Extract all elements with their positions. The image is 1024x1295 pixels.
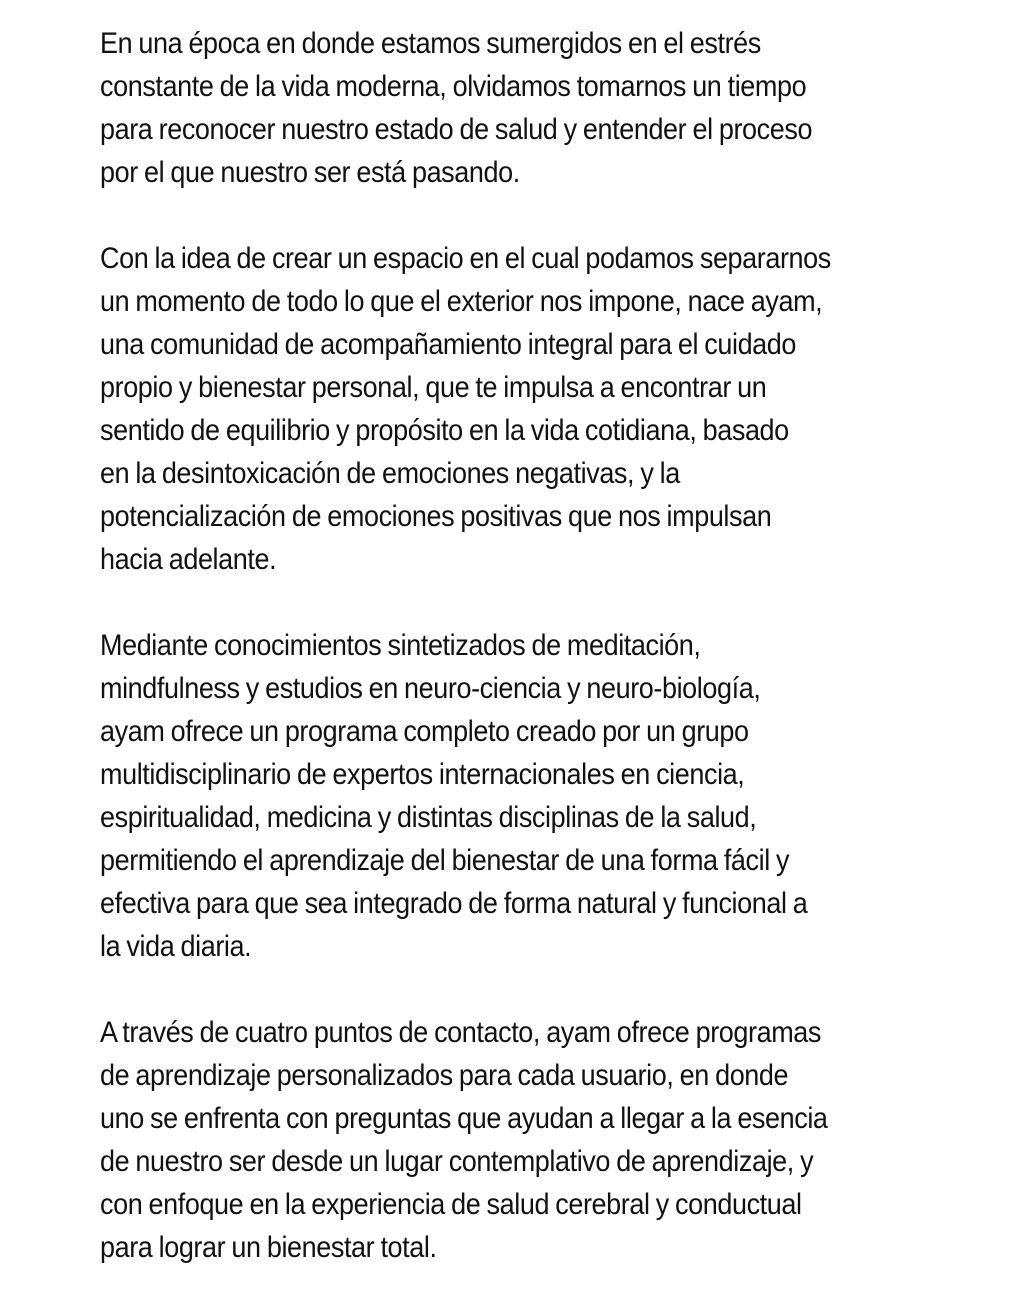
text-line: multidisciplinario de expertos internacionales en ciencia, <box>100 758 745 791</box>
text-line: permitiendo el aprendizaje del bienestar de una forma fácil y <box>100 844 790 877</box>
text-line: para lograr un bienestar total. <box>100 1231 437 1264</box>
text-line: una comunidad de acompañamiento integral para el cuidado <box>100 328 797 361</box>
text-line: constante de la vida moderna, olvidamos tomarnos un tiempo <box>100 70 807 103</box>
text-line: de aprendizaje personalizados para cada usuario, en donde <box>100 1059 789 1092</box>
paragraph-4 <box>100 1011 910 1269</box>
text-line: de nuestro ser desde un lugar contemplativo de aprendizaje, y <box>100 1145 814 1178</box>
text-line: la vida diaria. <box>100 930 252 963</box>
text-line: sentido de equilibrio y propósito en la vida cotidiana, basado <box>100 414 789 447</box>
text-line: Con la idea de crear un espacio en el cual podamos separarnos <box>100 242 831 275</box>
text-line: ayam ofrece un programa completo creado por un grupo <box>100 715 749 748</box>
text-line: potencialización de emociones positivas que nos impulsan <box>100 500 772 533</box>
text-line: para reconocer nuestro estado de salud y entender el proceso <box>100 113 813 146</box>
paragraph-2 <box>100 237 910 581</box>
text-line: con enfoque en la experiencia de salud cerebral y conductual <box>100 1188 802 1221</box>
paragraph-1 <box>100 22 910 194</box>
text-line: hacia adelante. <box>100 543 277 576</box>
text-line: uno se enfrenta con preguntas que ayudan a llegar a la esencia <box>100 1102 828 1135</box>
text-line: en la desintoxicación de emociones negativas, y la <box>100 457 680 490</box>
text-line: por el que nuestro ser está pasando. <box>100 156 520 189</box>
text-line: Mediante conocimientos sintetizados de meditación, <box>100 629 701 662</box>
text-line: un momento de todo lo que el exterior nos impone, nace ayam, <box>100 285 823 318</box>
text-line: propio y bienestar personal, que te impulsa a encontrar un <box>100 371 767 404</box>
paragraph-3 <box>100 624 910 968</box>
text-line: efectiva para que sea integrado de forma natural y funcional a <box>100 887 808 920</box>
text-line: mindfulness y estudios en neuro-ciencia y neuro-biología, <box>100 672 761 705</box>
text-line: En una época en donde estamos sumergidos en el estrés <box>100 27 761 60</box>
text-line: espiritualidad, medicina y distintas disciplinas de la salud, <box>100 801 757 834</box>
document-body <box>100 22 910 1269</box>
text-line: A través de cuatro puntos de contacto, ayam ofrece programas <box>100 1016 822 1049</box>
